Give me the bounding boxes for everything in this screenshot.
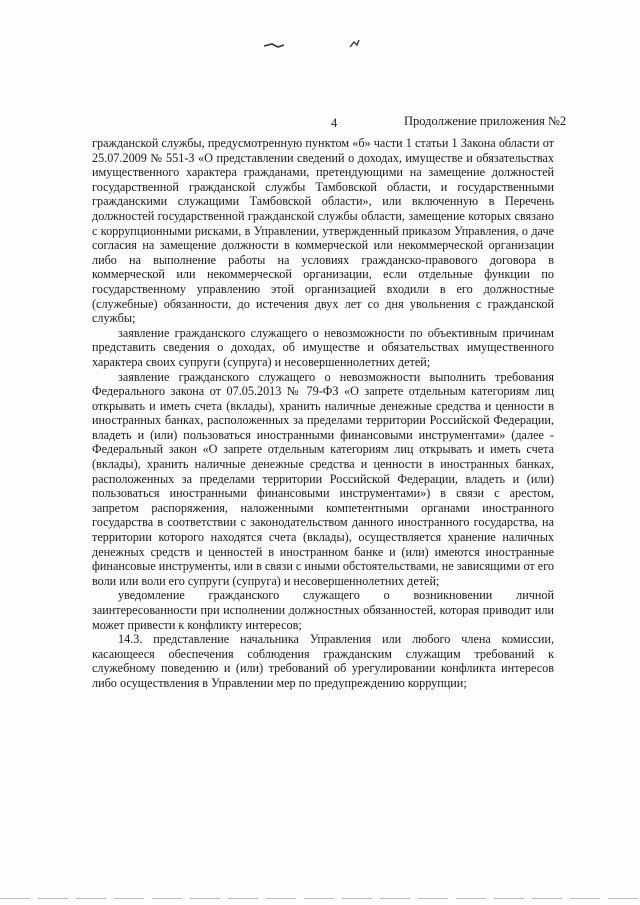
scan-mark bbox=[262, 40, 286, 53]
scan-artifact-icon bbox=[348, 38, 360, 50]
page-number: 4 bbox=[331, 116, 338, 130]
appendix-label: Продолжение приложения №2 bbox=[404, 114, 567, 128]
paragraph: 14.3. представление начальника Управления или любого члена комиссии, касающееся обеспечения соблюдения гражданским служащим требований к служебному поведению и (или) требований об урегулировании конфликта интересов либо осуществления в Управлении мер по предупреждению коррупции; bbox=[92, 632, 554, 690]
scan-mark bbox=[348, 38, 360, 53]
scan-artifact-icon bbox=[262, 40, 286, 50]
scan-edge-line bbox=[0, 898, 640, 899]
paragraph: гражданской службы, предусмотренную пунктом «б» части 1 статьи 1 Закона области от 25.07.2009 № 551-З «О представлении сведений о доходах, имуществе и обязательствах имущественного характера гражданами, претендующими на замещение должностей государственной гражданской службы Тамбовской области, и государственными гражданскими служащими Тамбовской области», или включенную в Перечень должностей государственной гражданской службы области, замещение которых связано с коррупционными рисками, в Управлении, утвержденный приказом Управления, о даче согласия на замещение должности в коммерческой или некоммерческой организации либо на выполнение работы на условиях гражданско-правового договора в коммерческой или некоммерческой организации, если отдельные функции по государственному управлению этой организацией входили в его должностные (служебные) обязанности, до истечения двух лет со дня увольнения с гражданской службы; bbox=[92, 136, 554, 326]
paragraph: заявление гражданского служащего о невозможности выполнить требования Федерального закона от 07.05.2013 № 79-ФЗ «О запрете отдельным категориям лиц открывать и иметь счета (вклады), хранить наличные денежные средства и ценности в иностранных банках, расположенных за пределами территории Российской Федерации, владеть и (или) пользоваться иностранными финансовыми инструментами» (далее - Федеральный закон «О запрете отдельным категориям лиц открывать и иметь счета (вклады), хранить наличные денежные средства и ценности в иностранных банках, расположенных за пределами территории Российской Федерации, владеть и (или) пользоваться иностранными финансовыми инструментами») в связи с арестом, запретом распоряжения, наложенными компетентными органами иностранного государства в соответствии с законодательством данного иностранного государства, на территории которого находятся счета (вклады), осуществляется хранение наличных денежных средств и ценностей в иностранном банке и (или) имеются иностранные финансовые инструменты, или в связи с иными обстоятельствами, не зависящими от его воли или воли его супруги (супруга) и несовершеннолетних детей; bbox=[92, 369, 554, 588]
paragraph: заявление гражданского служащего о невозможности по объективным причинам представить сведения о доходах, об имуществе и обязательствах имущественного характера своих супруги (супруга) и несовершеннолетних детей; bbox=[92, 325, 554, 369]
paragraph: уведомление гражданского служащего о возникновении личной заинтересованности при исполнении должностных обязанностей, которая приводит или может привести к конфликту интересов; bbox=[92, 588, 554, 632]
document-body bbox=[92, 136, 554, 691]
